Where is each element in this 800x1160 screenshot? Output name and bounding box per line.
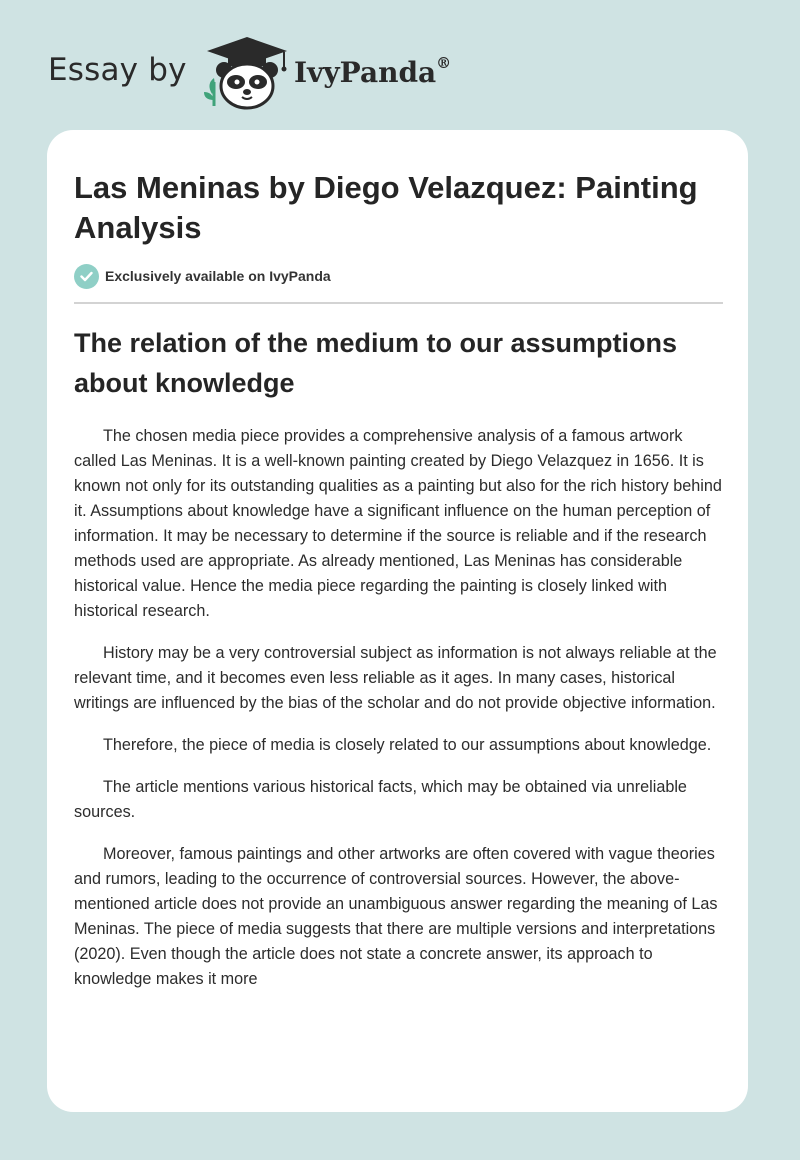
paragraph: Moreover, famous paintings and other artworks are often covered with vague theories and rumors, leading to the occurrence of controversial sources. However, the above-mentioned article does not provide an unambiguous answer regarding the meaning of Las Meninas. The piece of media suggests that there are multiple versions and interpretations (2020). Even though the article does not state a concrete answer, its approach to knowledge makes it more — [74, 845, 718, 988]
essay-card — [47, 130, 748, 1112]
divider — [74, 302, 723, 304]
site-header — [48, 34, 548, 110]
paragraph: Therefore, the piece of media is closely related to our assumptions about knowledge. — [103, 736, 712, 754]
registered-mark: ® — [436, 53, 452, 72]
brand-name[interactable] — [294, 53, 452, 89]
ivypanda-logo[interactable] — [202, 34, 292, 110]
brand-text: IvyPanda — [294, 56, 437, 89]
exclusive-label: Exclusively available on IvyPanda — [105, 268, 331, 284]
essay-body — [74, 424, 726, 1009]
essay-by-label: Essay by — [48, 52, 187, 88]
paragraph: The chosen media piece provides a comprehensive analysis of a famous artwork called Las Meninas. It is a well-known painting created by Diego Velazquez in 1656. It is known not only for its outstanding qualities as a painting but also for the rich history behind it. Assumptions about knowledge have a significant influence on the human perception of information. It may be necessary to determine if the source is reliable and if the research methods used are appropriate. As already mentioned, Las Meninas has considerable historical value. Hence the media piece regarding the painting is closely linked with historical research. — [74, 427, 722, 620]
panda-graduate-icon — [202, 34, 292, 110]
page-title: Las Meninas by Diego Velazquez: Painting Analysis — [74, 170, 698, 245]
paragraph: History may be a very controversial subject as information is not always reliable at the relevant time, and it becomes even less reliable as it ages. In many cases, historical writings are influenced by the bias of the scholar and do not provide objective information. — [74, 644, 717, 712]
check-icon — [74, 264, 99, 289]
section-heading: The relation of the medium to our assumptions about knowledge — [74, 328, 678, 398]
paragraph: The article mentions various historical facts, which may be obtained via unreliable sources. — [74, 778, 687, 821]
exclusive-badge — [74, 263, 331, 289]
